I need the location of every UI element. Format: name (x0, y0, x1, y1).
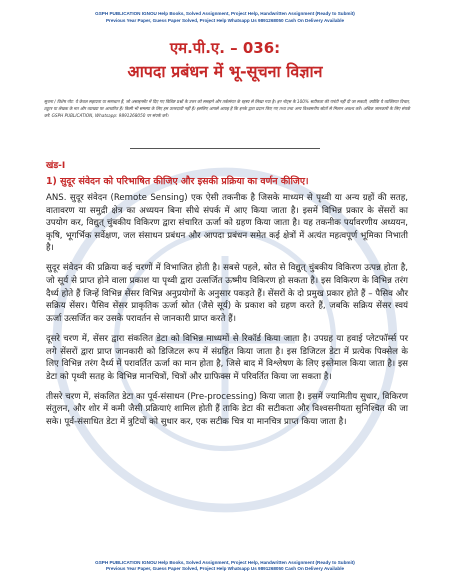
answer-paragraph: तीसरे चरण में, संकलित डेटा का पूर्व-संसाधन (Pre-processing) किया जाता है। इसमें ज्यामितीय सुधार, विकिरण संतुलन, और शोर में कमी जैसी प्रक्रियाएं शामिल होती हैं ताकि डेटा की सटीकता और विश्वसनीयता सुनिश्चित की जा सके। पूर्व-संसाधित डेटा में त्रुटियों को सुधार कर, एक सटीक चित्र या मानचित्र प्राप्त किया जाता है। (46, 391, 408, 427)
footer-banner (30, 560, 420, 573)
question-heading: 1) सुदूर संवेदन को परिभाषित कीजिए और इसकी प्रक्रिया का वर्णन कीजिए। (46, 176, 309, 187)
course-title: आपदा प्रबंधन में भू-सूचना विज्ञान (127, 62, 323, 81)
answer-paragraph: ANS. सुदूर संवेदन (Remote Sensing) एक ऐसी तकनीक है जिसके माध्यम से पृथ्वी या अन्य ग्रहों की सतह, वातावरण या समुद्री क्षेत्र का अध्ययन बिना सीधे संपर्क में आए किया जाता है। इसमें विभिन्न प्रकार के सेंसरों का उपयोग कर, विद्युत् चुंबकीय विकिरण द्वारा संचारित ऊर्जा को ग्रहण किया जाता है। यह तकनीक पर्यावरणीय अध्ययन, कृषि, भूगर्भिक सर्वेक्षण, जल संसाधन प्रबंधन और आपदा प्रबंधन समेत कई क्षेत्रों में अत्यंत महत्वपूर्ण भूमिका निभाती है। (46, 193, 408, 254)
header-line-1: GSPH PUBLICATION IGNOU Help Books, Solved Assignment, Project Help, Handwritten Assignment (Ready to Submit) (95, 11, 355, 16)
answer-paragraph: सुदूर संवेदन की प्रक्रिया कई चरणों में विभाजित होती है। सबसे पहले, स्रोत से विद्युत् चुंबकीय विकिरण उत्पन्न होता है, जो सूर्य से प्राप्त होने वाला प्रकाश या पृथ्वी द्वारा उत्सर्जित ऊष्मीय विकिरण हो सकता है। इस विकिरण के विभिन्न तरंग दैर्ध्य होते हैं जिन्हें विभिन्न सेंसर विभिन्न अनुप्रयोगों के अनुसार पकड़ते हैं। सेंसरों के दो प्रमुख प्रकार होते हैं – पैसिव और सक्रिय सेंसर। पैसिव सेंसर प्राकृतिक ऊर्जा स्रोत (जैसे सूर्य) के प्रकाश को ग्रहण करते हैं, जबकि सक्रिय सेंसर स्वयं ऊर्जा उत्सर्जित कर उसके परावर्तन से जानकारी प्राप्त करते हैं। (46, 263, 408, 324)
answer-body (46, 192, 408, 436)
header-line-2: Previous Year Paper, Guess Paper Solved, Project Help Whatsapp Us 9891268050 Cash On Delivery Available (105, 17, 345, 23)
footer-line-2: Previous Year Paper, Guess Paper Solved, Project Help Whatsapp Us 9891268050 Cash On Delivery Available (105, 566, 345, 572)
divider-line (130, 148, 320, 149)
footer-line-1: GSPH PUBLICATION IGNOU Help Books, Solved Assignment, Project Help, Handwritten Assignment (Ready to Submit) (95, 559, 355, 565)
header-banner (30, 11, 420, 24)
answer-paragraph: दूसरे चरण में, सेंसर द्वारा संकलित डेटा को विभिन्न माध्यमों से रिकॉर्ड किया जाता है। उपग्रह या हवाई प्लेटफॉर्म्स पर लगे सेंसरों द्वारा प्राप्त जानकारी को डिजिटल रूप में संग्रहित किया जाता है। इस डिजिटल डेटा में प्रत्येक पिक्सेल के लिए विभिन्न तरंग दैर्ध्य में परावर्तित ऊर्जा का मान होता है, जिसे बाद में विश्लेषण के लिए इस्तेमाल किया जाता है। इस डेटा को पृथ्वी सतह के विभिन्न मानचित्रों, चित्रों और ग्राफिक्स में परिवर्तित किया जा सकता है। (46, 333, 408, 382)
section-label: खंड-I (46, 161, 66, 171)
disclaimer-note: सूचना / विशेष नोट: ये केवल सहायता या समाधान हैं, जो असाइनमेंट में दिए गए विशिष्ट प्रश्नों के उत्तर को समझने और तर्कसंगत के रहस्य से लिखा गया है। इन नोट्स के 100% सटीकता की गारंटी नहीं दी जा सकती, क्योंकि ये व्यक्तिगत विचार, ट्यूटर या लेखक के मत और व्याख्या पर आधारित हैं। किसी भी समस्या के लिए हम उत्तरदायी नहीं हैं। इसलिए आपसे आग्रह है कि इनके द्वारा प्रदान किए गए तथ्य तथा अन्य विश्वसनीय स्रोतों से मिलान अवश्य करें। अधिक जानकारी के लिए संपर्क करें: GSPH PUBLICATION, Whatsapp: 9891268050 पर संपर्क करें। (44, 99, 410, 118)
course-code: एम.पी.ए. – 036: (169, 39, 281, 57)
